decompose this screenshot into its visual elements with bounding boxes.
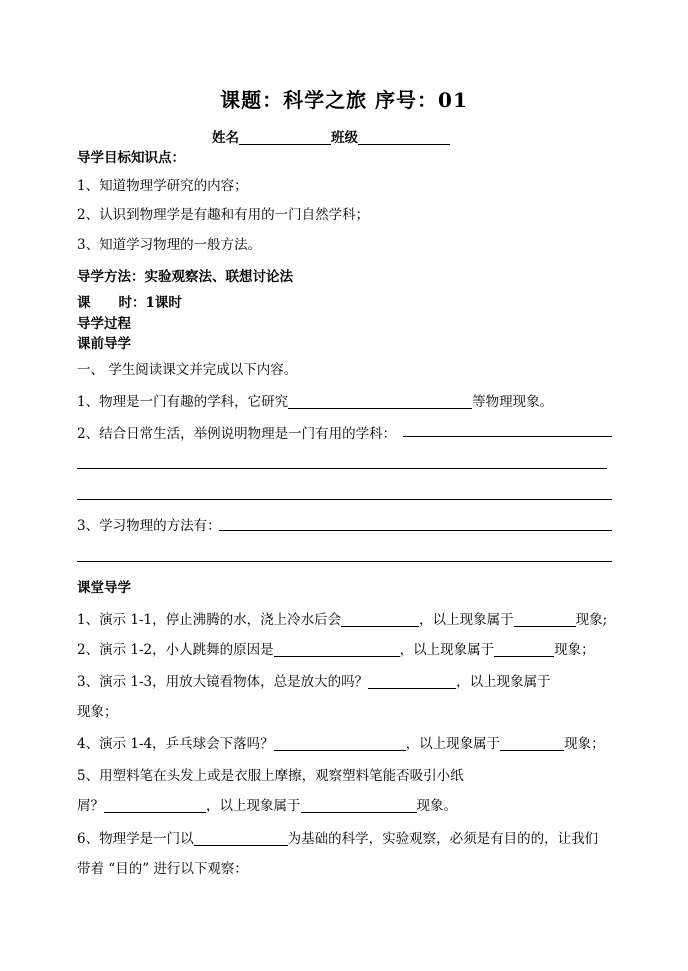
answer-blank[interactable] [514, 612, 576, 627]
period-line [77, 294, 182, 312]
question-text: 4、演示 1-4，乒乓球会下落吗？ [77, 736, 274, 752]
question-text: 现象; [575, 612, 608, 628]
question-text: 现象； [564, 736, 605, 752]
page-title: 课题：科学之旅 序号：01 [220, 88, 468, 112]
demo-4 [77, 735, 605, 753]
preclass-heading: 课前导学 [77, 336, 131, 352]
objective-item: 3、知道学习物理的一般方法。 [77, 237, 262, 253]
question-text: ，以上现象属于 [419, 612, 514, 628]
answer-blank[interactable] [500, 736, 564, 751]
preclass-intro: 一、 学生阅读课文并完成以下内容。 [77, 362, 298, 378]
question-text: 等物理现象。 [472, 394, 554, 410]
question-text: 1、演示 1-1，停止沸腾的水，浇上冷水后会 [77, 612, 342, 628]
objective-item: 2、认识到物理学是有趣和有用的一门自然学科； [77, 207, 370, 223]
question-text: 现象。 [416, 798, 457, 814]
demo-6-continued: 带着 “目的” 进行以下观察： [77, 861, 248, 877]
class-label: 班级 [331, 130, 358, 146]
question-text: 3、演示 1-3，用放大镜看物体，总是放大的吗？ [77, 674, 369, 690]
demo-1 [77, 611, 607, 629]
question-text: ，以上现象属于 [405, 736, 501, 752]
answer-blank[interactable] [104, 798, 206, 813]
demo-3-continued: 现象； [77, 704, 118, 720]
question-text: ，以上现象属于 [206, 798, 301, 814]
answer-line[interactable] [77, 468, 607, 469]
class-field[interactable] [358, 130, 450, 145]
name-label: 姓名 [212, 130, 239, 146]
answer-line[interactable] [77, 561, 612, 562]
demo-5-continued [77, 797, 457, 815]
answer-blank[interactable] [301, 798, 417, 813]
demo-2 [77, 641, 595, 659]
objective-item: 1、知道物理学研究的内容； [77, 178, 248, 194]
answer-blank[interactable] [368, 674, 456, 689]
answer-line[interactable] [77, 499, 612, 500]
question-text: 为基础的科学，实验观察，必须是有目的的，让我们 [287, 831, 599, 847]
classroom-heading: 课堂导学 [77, 580, 131, 596]
method-line: 导学方法：实验观察法、联想讨论法 [77, 269, 293, 285]
preclass-question-3: 3、学习物理的方法有： [77, 518, 221, 534]
objectives-heading: 导学目标知识点： [77, 150, 185, 166]
answer-blank[interactable] [341, 612, 419, 627]
preclass-question-1 [77, 393, 553, 411]
answer-blank[interactable] [494, 642, 554, 657]
question-text: 1、物理是一门有趣的学科，它研究 [77, 394, 289, 410]
name-field[interactable] [239, 130, 331, 145]
period-value: 时：1课时 [118, 295, 182, 311]
period-label: 课 [77, 295, 91, 311]
answer-blank[interactable] [288, 394, 472, 409]
process-heading: 导学过程 [77, 316, 131, 332]
demo-5: 5、用塑料笔在头发上或是衣服上摩擦，观察塑料笔能否吸引小纸 [77, 768, 464, 784]
answer-blank[interactable] [194, 831, 288, 846]
question-text: 2、演示 1-2，小人跳舞的原因是 [77, 642, 274, 658]
answer-line[interactable] [403, 436, 612, 437]
answer-blank[interactable] [274, 642, 400, 657]
question-text: ，以上现象属于 [456, 674, 551, 690]
question-text: 屑？ [77, 798, 104, 814]
question-text: 6、物理学是一门以 [77, 831, 194, 847]
demo-3 [77, 673, 551, 691]
question-text: ，以上现象属于 [399, 642, 495, 658]
question-text: 现象； [554, 642, 595, 658]
answer-line[interactable] [219, 530, 612, 531]
student-info-line [212, 129, 450, 147]
demo-6 [77, 830, 598, 848]
answer-blank[interactable] [274, 736, 406, 751]
preclass-question-2: 2、结合日常生活，举例说明物理是一门有用的学科： [77, 426, 397, 442]
